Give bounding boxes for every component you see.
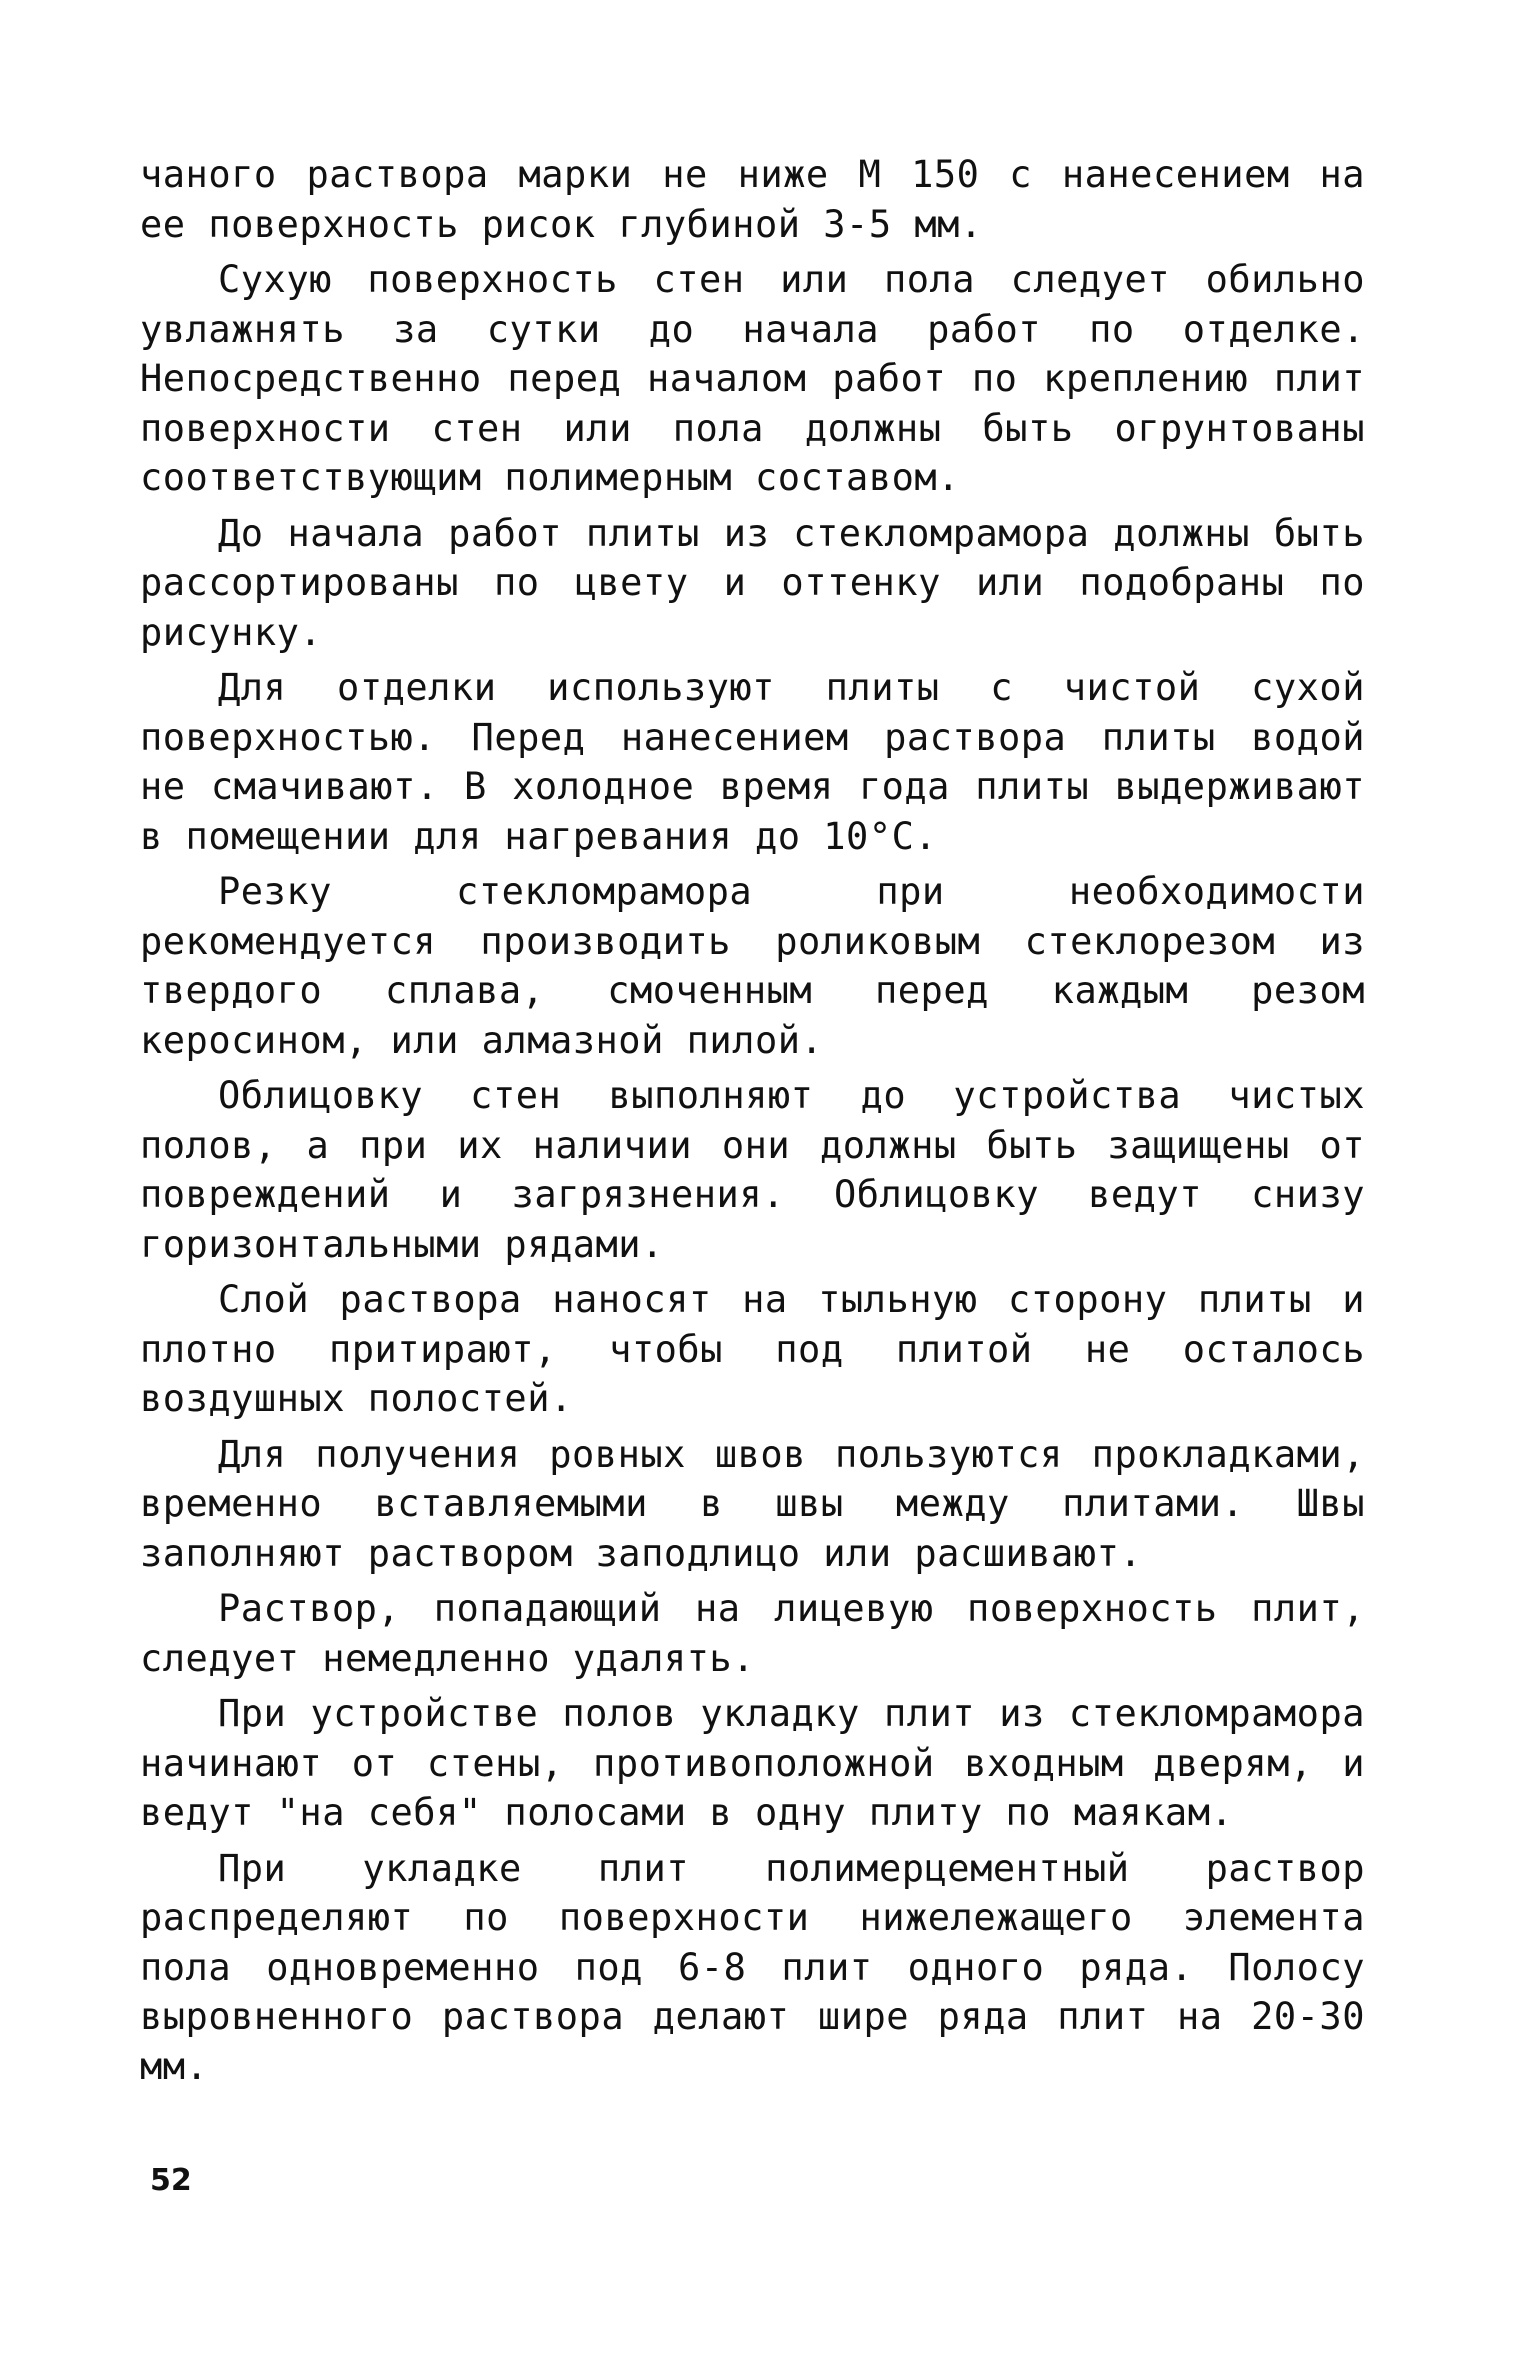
paragraph: Слой раствора наносят на тыльную сторону плиты и плотно притирают, чтобы под плитой не осталось воздушных полостей. <box>140 1278 1365 1420</box>
page-number: 52 <box>150 2163 192 2198</box>
paragraph: Для получения ровных швов пользуются прокладками, временно вставляемыми в швы между плитами. Швы заполняют раствором заподлицо или расшивают. <box>140 1432 1365 1575</box>
paragraph: До начала работ плиты из стекломрамора должны быть рассортированы по цвету и оттенку или подобраны по рисунку. <box>140 511 1365 654</box>
paragraph: Сухую поверхность стен или пола следует обильно увлажнять за сутки до начала работ по отделке. Непосредственно перед началом работ по креплению плит поверхности стен или пола должны быть огрунтованы соответствующим полимерным составом. <box>140 258 1365 499</box>
paragraph: Раствор, попадающий на лицевую поверхность плит, следует немедленно удалять. <box>140 1587 1365 1680</box>
paragraph-continued: чаного раствора марки не ниже М 150 с нанесением на ее поверхность рисок глубиной 3-5 мм. <box>140 153 1365 246</box>
paragraph: При устройстве полов укладку плит из стекломрамора начинают от стены, противоположной входным дверям, и ведут "на себя" полосами в одну плиту по маякам. <box>140 1692 1365 1834</box>
paragraph: При укладке плит полимерцементный раствор распределяют по поверхности нижележащего элемента пола одновременно под 6-8 плит одного ряда. Полосу выровненного раствора делают шире ряда плит на 20-30 мм. <box>140 1846 1365 2088</box>
paragraph: Резку стекломрамора при необходимости рекомендуется производить роликовым стеклорезом из твердого сплава, смоченным перед каждым резом керосином, или алмазной пилой. <box>140 870 1365 1062</box>
paragraph: Облицовку стен выполняют до устройства чистых полов, а при их наличии они должны быть защищены от повреждений и загрязнения. Облицовку ведут снизу горизонтальными рядами. <box>140 1074 1365 1266</box>
paragraph: Для отделки используют плиты с чистой сухой поверхностью. Перед нанесением раствора плиты водой не смачивают. В холодное время года плиты выдерживают в помещении для нагревания до 10°С. <box>140 666 1365 858</box>
page-body <box>140 150 1365 2097</box>
